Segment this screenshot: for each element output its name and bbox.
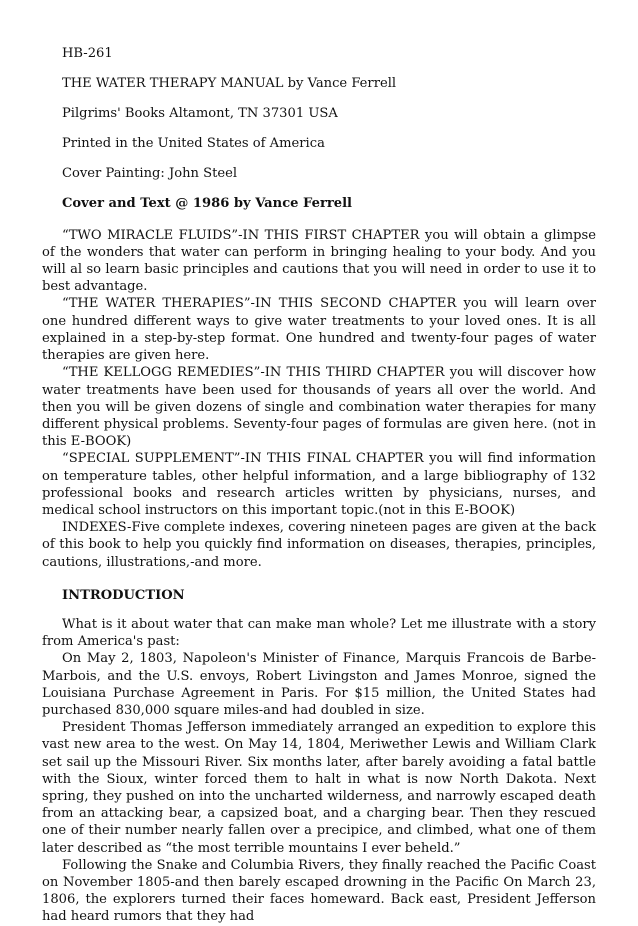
indexes-summary: INDEXES-Five complete indexes, covering nineteen pages are given at the back of this book to help you quickly find information on diseases, therapies, principles, cautions, illustrations,-and more. bbox=[42, 520, 596, 570]
intro-paragraph-4: Following the Snake and Columbia Rivers, they finally reached the Pacific Coast on November 1805-and then barely escaped drowning in the Pacific On March 23, 1806, the explorers turned their faces homeward. Back east, President Jefferson had heard rumors that they had bbox=[42, 857, 596, 925]
intro-paragraph-2: On May 2, 1803, Napoleon's Minister of Finance, Marquis Francois de Barbe-Marbois, and the U.S. envoys, Robert Livingston and James Monroe, signed the Louisiana Purchase Agreement in Paris. For $15 million, the United States had purchased 830,000 square miles-and had doubled in size. bbox=[42, 651, 596, 718]
introduction-heading: INTRODUCTION bbox=[62, 587, 185, 603]
intro-paragraph-3: President Thomas Jefferson immediately arranged an expedition to explore this vast new area to the west. On May 14, 1804, Meriwether Lewis and William Clark set sail up the Missouri River. Six months later, after barely avoiding a fatal battle with the Sioux, winter forced them to halt in what is now North Dakota. Next spring, they pushed on into the uncharted wilderness, and narrowly escaped death from an attacking bear, a capsized boat, and a charging bear. Then they rescued one of their number nearly fallen over a precipice, and climbed, what one of them later described as “the most terrible mountains I ever beheld.” bbox=[42, 720, 596, 856]
book-code: HB-261 bbox=[62, 46, 113, 61]
chapter-two-summary: “THE WATER THERAPIES”-IN THIS SECOND CHAPTER you will learn over one hundred different ways to give water treatments to your loved ones. It is all explained in a step-by-step format. One hundred and twenty-four pages of water therapies are given here. bbox=[42, 296, 596, 364]
chapter-one-summary: “TWO MIRACLE FLUIDS”-IN THIS FIRST CHAPTER you will obtain a glimpse of the wonders that water can perform in bringing healing to your body. And you will al so learn basic principles and cautions that you will need in order to use it to best advantage. bbox=[42, 227, 596, 295]
cover-painting-line: Cover Painting: John Steel bbox=[62, 166, 238, 182]
printed-line: Printed in the United States of America bbox=[62, 136, 325, 152]
copyright-line: Cover and Text @ 1986 by Vance Ferrell bbox=[62, 196, 353, 212]
book-title-line: THE WATER THERAPY MANUAL by Vance Ferrell bbox=[62, 76, 397, 92]
intro-paragraph-1: What is it about water that can make man whole? Let me illustrate with a story from America's past: bbox=[42, 616, 596, 650]
chapter-four-summary: “SPECIAL SUPPLEMENT”-IN THIS FINAL CHAPTER you will find information on temperature tables, other helpful information, and a large bibliography of 132 professional books and research articles written by physicians, nurses, and medical school instructors on this important topic.(not in this E-BOOK) bbox=[42, 451, 596, 518]
introduction-body bbox=[42, 616, 596, 926]
chapter-three-summary: “THE KELLOGG REMEDIES”-IN THIS THIRD CHAPTER you will discover how water treatments have been used for thousands of years all over the world. And then you will be given dozens of single and combination water therapies for many different physical problems. Seventy-four pages of formulas are given here. (not in this E-BOOK) bbox=[42, 365, 596, 450]
publisher-line: Pilgrims' Books Altamont, TN 37301 USA bbox=[62, 106, 338, 122]
chapter-summary bbox=[42, 227, 596, 571]
